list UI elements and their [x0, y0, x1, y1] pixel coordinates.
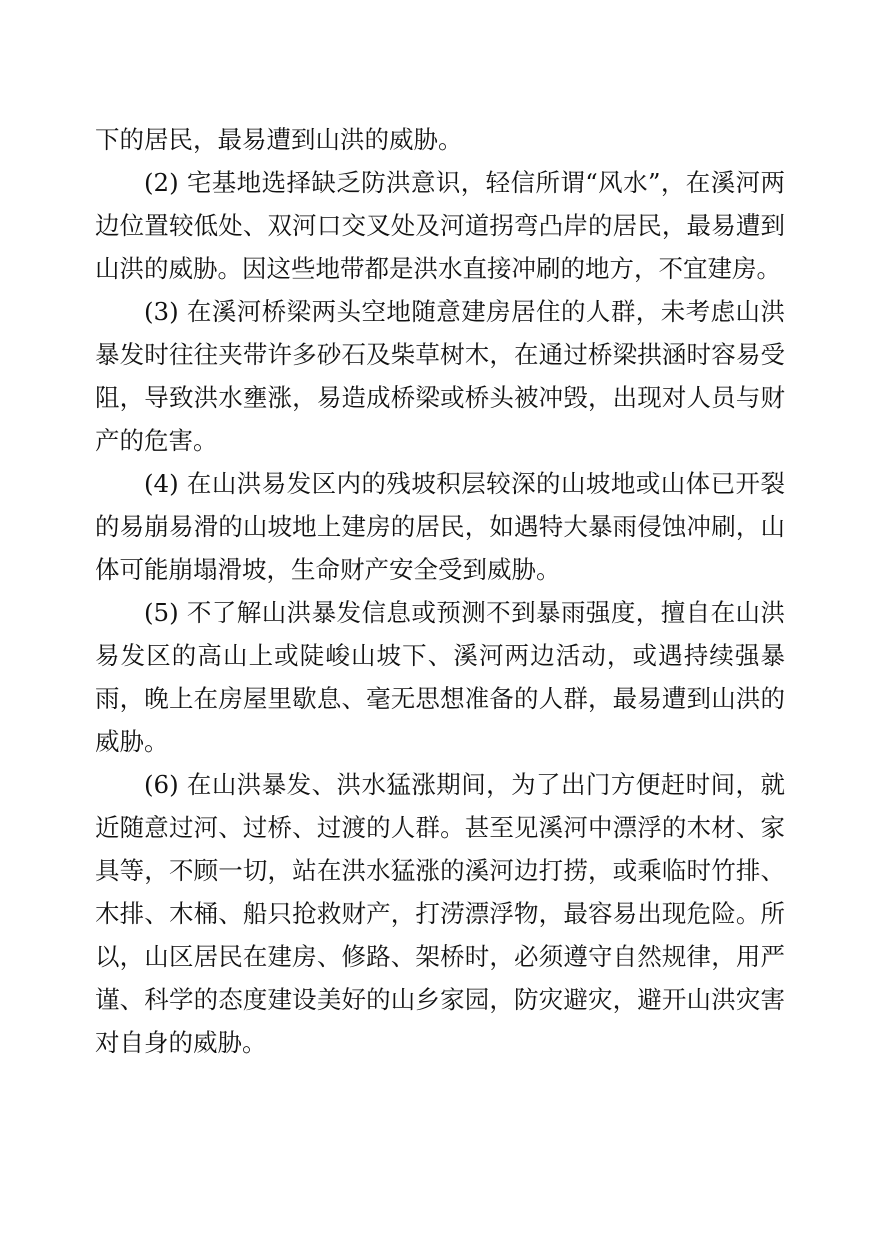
paragraph-item-4: (4) 在山洪易发区内的残坡积层较深的山坡地或山体已开裂的易崩易滑的山坡地上建房的居民，如遇特大暴雨侵蚀冲刷，山体可能崩塌滑坡，生命财产安全受到威胁。: [95, 469, 785, 584]
paragraph-item-3: (3) 在溪河桥梁两头空地随意建房居住的人群，未考虑山洪暴发时往往夹带许多砂石及柴草树木，在通过桥梁拱涵时容易受阻，导致洪水壅涨，易造成桥梁或桥头被冲毁，出现对人员与财产的危害。: [95, 297, 785, 455]
paragraph-item-6: (6) 在山洪暴发、洪水猛涨期间，为了出门方便赶时间，就近随意过河、过桥、过渡的人群。甚至见溪河中漂浮的木材、家具等，不顾一切，站在洪水猛涨的溪河边打捞，或乘临时竹排、木排、木桶、船只抢救财产，打涝漂浮物，最容易出现危险。所以，山区居民在建房、修路、架桥时，必须遵守自然规律，用严谨、科学的态度建设美好的山乡家园，防灾避灾，避开山洪灾害对自身的威胁。: [95, 770, 785, 1057]
body-text: [95, 118, 785, 1064]
paragraph-item-5: (5) 不了解山洪暴发信息或预测不到暴雨强度，擅自在山洪易发区的高山上或陡峻山坡下、溪河两边活动，或遇持续强暴雨，晚上在房屋里歇息、毫无思想准备的人群，最易遭到山洪的威胁。: [95, 598, 785, 756]
paragraph-item-2: (2) 宅基地选择缺乏防洪意识，轻信所谓“风水”，在溪河两边位置较低处、双河口交叉处及河道拐弯凸岸的居民，最易遭到山洪的威胁。因这些地带都是洪水直接冲刷的地方，不宜建房。: [95, 168, 785, 283]
paragraph-continuation: 下的居民，最易遭到山洪的威胁。: [95, 125, 463, 154]
